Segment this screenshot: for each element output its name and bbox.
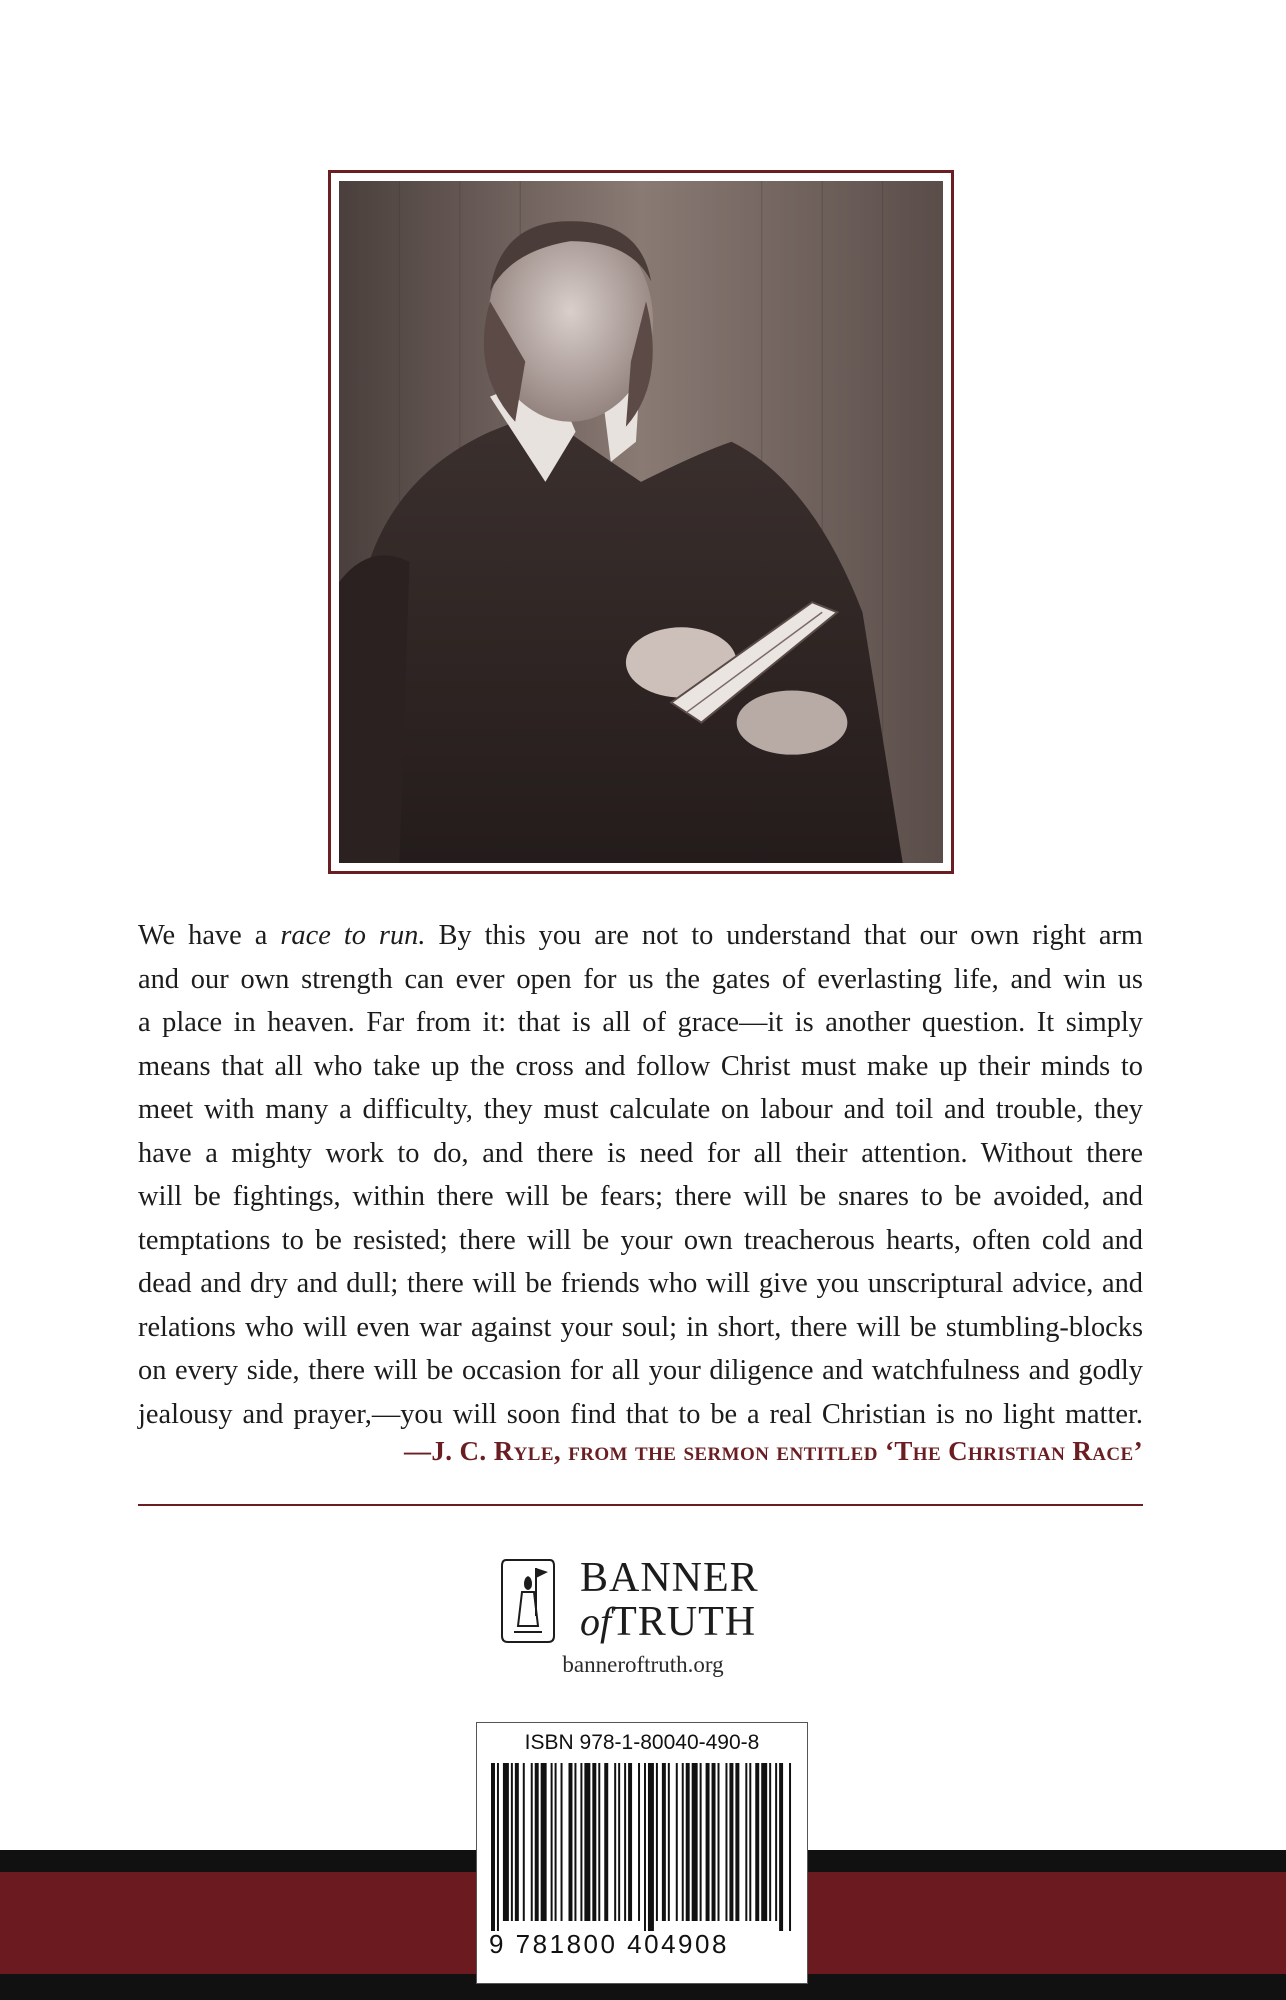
barcode-bar [624,1763,626,1921]
barcode-bar [592,1763,596,1921]
publisher-website: banneroftruth.org [562,1652,724,1677]
barcode-bar [779,1763,783,1931]
barcode-bar [638,1763,640,1921]
barcode-bar [775,1763,777,1921]
quote-line: temptations to be resisted; there will be your own treacherous hearts, often cold and [138,1224,1143,1256]
barcode-bar [618,1763,620,1921]
barcode-bar [503,1763,509,1921]
barcode-bar [682,1763,684,1921]
quote-line [138,914,1143,958]
barcode-bar [725,1763,727,1921]
barcode-bar [662,1763,666,1921]
author-portrait-image [339,181,943,863]
divider [138,1504,1143,1506]
barcode-bar [604,1763,608,1921]
publisher-logo [500,1556,800,1646]
barcode-bar [531,1763,533,1921]
barcode-bar [745,1763,747,1921]
barcode-box [476,1722,808,1984]
barcode-bar [656,1763,658,1921]
quote-line: jealousy and prayer,—you will soon find that to be a real Christian is no light matter. [138,1398,1143,1430]
quote-line: relations who will even war against your soul; in short, there will be stumbling-blocks [138,1311,1143,1343]
barcode-bar [568,1763,572,1921]
barcode-bar [644,1763,646,1931]
portrait-frame [328,170,954,874]
quote-line: a place in heaven. Far from it: that is all of grace—it is another question. It simply [138,1007,1143,1038]
barcode-image [491,1763,795,1931]
barcode-number: 9 781800 404908 [489,1929,729,1959]
barcode-bar [706,1763,710,1921]
quote-text-segment: By this you are not to understand that our own right arm [425,920,1143,951]
banner-emblem-icon [500,1556,556,1646]
barcode-bar [676,1763,678,1921]
barcode-bar [789,1763,791,1931]
barcode-bar [729,1763,733,1921]
quote-attribution: —J. C. Ryle, from the sermon entitled ‘The Christian Race’ [403,1436,1143,1466]
barcode-bar [535,1763,539,1921]
barcode-bar [584,1763,590,1921]
barcode-bar [712,1763,716,1921]
publisher-name-line2 [580,1600,756,1644]
barcode-bar [580,1763,582,1921]
barcode-bar [761,1763,767,1921]
barcode-bar [511,1763,513,1921]
quote-line: and our own strength can ever open for us the gates of everlasting life, and win us [138,963,1143,995]
publisher-name-truth: TRUTH [611,1599,757,1645]
isbn-label: ISBN 978-1-80040-490-8 [524,1731,760,1754]
barcode-bar [769,1763,771,1921]
barcode-bar [735,1763,739,1921]
publisher-name-line1: BANNER [580,1555,759,1601]
barcode-bar [668,1763,670,1921]
barcode-bar [648,1763,654,1931]
barcode-bar [515,1763,519,1921]
barcode-bar [598,1763,600,1921]
barcode-bar [749,1763,751,1921]
barcode-bar [614,1763,616,1921]
publisher-name-of: of [580,1599,612,1644]
quote-line: means that all who take up the cross and follow Christ must make up their minds to [138,1050,1143,1082]
barcode-bar [718,1763,720,1921]
barcode-bar [692,1763,698,1921]
barcode-bar [628,1763,632,1921]
barcode-bar [561,1763,563,1921]
quote-paragraph [138,914,1143,1436]
barcode-bar [555,1763,557,1921]
barcode-bar [755,1763,759,1921]
barcode-bar [700,1763,702,1921]
quote-line: have a mighty work to do, and there is need for all their attention. Without there [138,1137,1143,1169]
quote-text-segment: We have a [138,920,281,951]
quote-line: meet with many a difficulty, they must calculate on labour and toil and trouble, they [138,1094,1143,1125]
quote-line: will be fightings, within there will be fears; there will be snares to be avoided, and [138,1181,1143,1212]
quote-italic-phrase: race to run. [280,920,426,951]
barcode-bar [497,1763,499,1931]
barcode-bar [686,1763,690,1921]
barcode-bar [491,1763,495,1931]
barcode-bar [574,1763,576,1921]
barcode-bar [523,1763,525,1921]
quote-line: dead and dry and dull; there will be friends who will give you unscriptural advice, and [138,1268,1143,1299]
barcode-bar [541,1763,547,1921]
barcode-bar [551,1763,553,1921]
quote-line: on every side, there will be occasion for all your diligence and watchfulness and godly [138,1355,1143,1386]
